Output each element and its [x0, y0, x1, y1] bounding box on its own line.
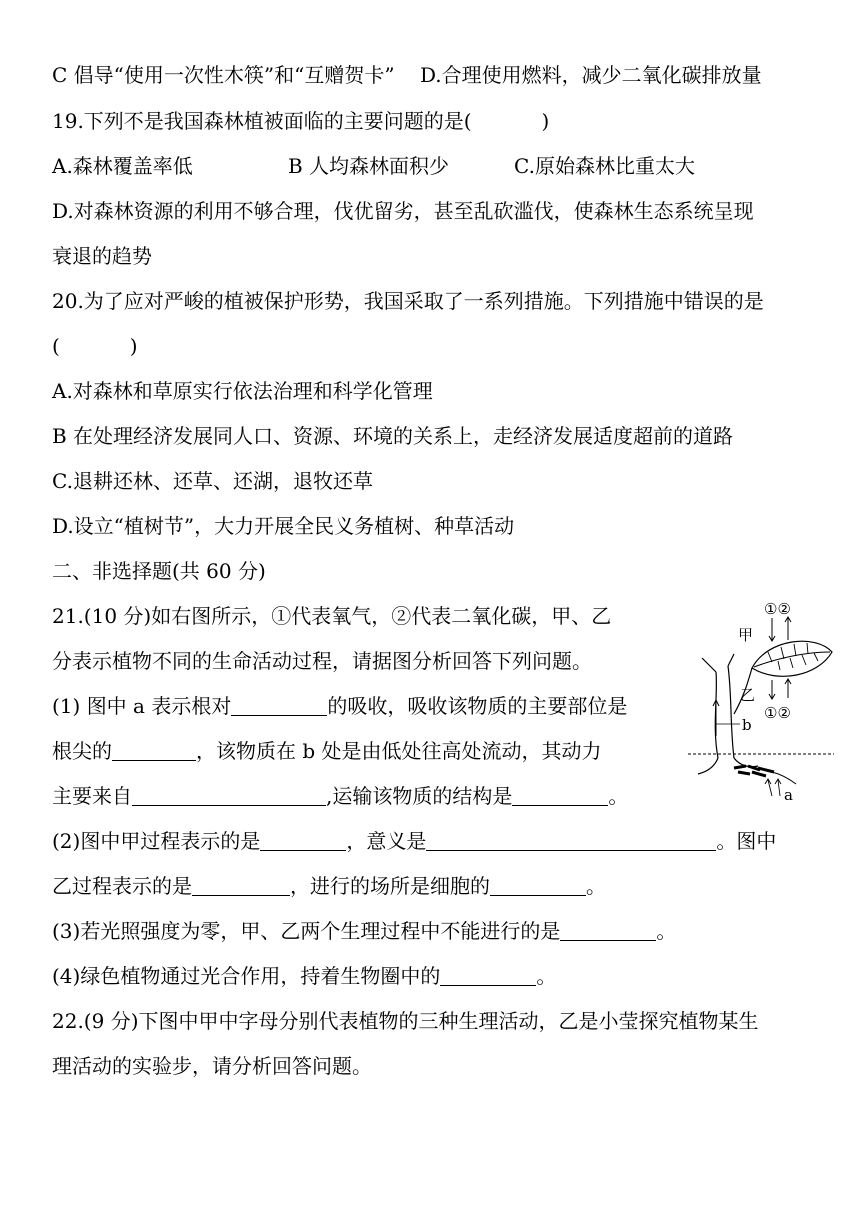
option-19-b: B 人均森林面积少	[288, 154, 450, 178]
question-21-part1-cont	[52, 738, 602, 764]
q21-1-text-a: (1) 图中 a 表示根对	[52, 694, 232, 718]
question-21: 21.(10 分)如右图所示，①代表氧气，②代表二氧化碳，甲、乙	[52, 604, 612, 628]
q21-1-text-g: 。	[608, 784, 629, 808]
question-20: 20.为了应对严峻的植被保护形势，我国采取了一系列措施。下列措施中错误的是	[52, 289, 764, 313]
q21-2-text-f: 。	[586, 874, 606, 898]
question-21-part4	[52, 963, 556, 989]
label-b: b	[742, 716, 752, 734]
section-heading: 二、非选择题(共 60 分)	[52, 559, 266, 583]
q21-2-text-c: 。图中	[716, 829, 777, 853]
option-19-a: A.森林覆盖率低	[52, 154, 193, 178]
question-21-part2	[52, 828, 776, 854]
question-21-part1-cont2	[52, 783, 628, 809]
question-21-cont: 分表示植物不同的生命活动过程，请据图分析回答下列问题。	[52, 649, 592, 673]
question-21-part2-cont	[52, 873, 606, 899]
question-19-options-abc	[52, 153, 695, 179]
answer-blank[interactable]	[231, 697, 327, 716]
answer-blank[interactable]	[260, 832, 346, 851]
question-19: 19.下列不是我国森林植被面临的主要问题的是( )	[52, 109, 550, 133]
q21-3-text-b: 。	[656, 919, 677, 943]
question-21-part3	[52, 918, 676, 944]
option-20-d: D.设立“植树节”，大力开展全民义务植树、种草活动	[52, 514, 515, 538]
label-jia: 甲	[738, 626, 754, 644]
option-20-b: B 在处理经济发展同人口、资源、环境的关系上，走经济发展适度超前的道路	[52, 424, 734, 448]
q21-1-text-f: ,运输该物质的结构是	[326, 784, 513, 808]
q21-3-text-a: (3)若光照强度为零，甲、乙两个生理过程中不能进行的是	[52, 919, 561, 943]
q21-1-text-b: 的吸收，吸收该物质的主要部位是	[327, 694, 628, 718]
answer-blank[interactable]	[560, 922, 656, 941]
question-21-part1	[52, 693, 627, 719]
option-line-18-cd: C 倡导“使用一次性木筷”和“互赠贺卡” D.合理使用燃料，减少二氧化碳排放量	[52, 63, 762, 87]
branch-right	[728, 654, 734, 666]
option-19-c: C.原始森林比重太大	[514, 154, 695, 178]
leaf-shape	[752, 641, 832, 676]
q21-1-text-c: 根尖的	[52, 739, 112, 763]
answer-blank[interactable]	[512, 787, 608, 806]
label-yi: 乙	[740, 686, 756, 704]
q21-4-text-a: (4)绿色植物通过光合作用，持着生物圈中的	[52, 964, 441, 988]
question-22: 22.(9 分)下图中甲中字母分别代表植物的三种生理活动，乙是小莹探究植物某生	[52, 1009, 759, 1033]
q21-2-text-b: ，意义是	[346, 829, 427, 853]
q21-2-text-d: 乙过程表示的是	[52, 874, 192, 898]
option-20-c: C.退耕还林、还草、还湖，退牧还草	[52, 469, 373, 493]
roots	[734, 766, 774, 776]
option-20-a: A.对森林和草原实行依法治理和科学化管理	[52, 379, 433, 403]
branch-left	[702, 658, 716, 672]
question-20-bracket: ( )	[52, 334, 138, 358]
option-19-d: D.对森林资源的利用不够合理，伐优留劣，甚至乱砍滥伐，使森林生态系统呈现	[52, 199, 754, 223]
q21-2-text-a: (2)图中甲过程表示的是	[52, 829, 261, 853]
plant-diagram	[688, 596, 834, 808]
question-22-cont: 理活动的实验步，请分析回答问题。	[52, 1054, 372, 1078]
stem-right-edge	[728, 666, 734, 758]
q21-2-text-e: ，进行的场所是细胞的	[290, 874, 490, 898]
bottom-label: ①②	[764, 704, 791, 722]
q21-1-text-e: 主要来自	[52, 784, 132, 808]
answer-blank[interactable]	[112, 742, 196, 761]
top-label: ①②	[764, 600, 791, 618]
plant-diagram-svg	[688, 596, 834, 808]
label-a: a	[784, 786, 793, 804]
answer-blank[interactable]	[426, 832, 716, 851]
q21-4-text-b: 。	[536, 964, 557, 988]
q21-1-text-d: ，该物质在 b 处是由低处往高处流动，其动力	[196, 739, 602, 763]
answer-blank[interactable]	[440, 967, 536, 986]
answer-blank[interactable]	[192, 877, 290, 896]
answer-blank[interactable]	[490, 877, 586, 896]
answer-blank[interactable]	[132, 787, 326, 806]
option-19-d-cont: 衰退的趋势	[52, 244, 152, 268]
